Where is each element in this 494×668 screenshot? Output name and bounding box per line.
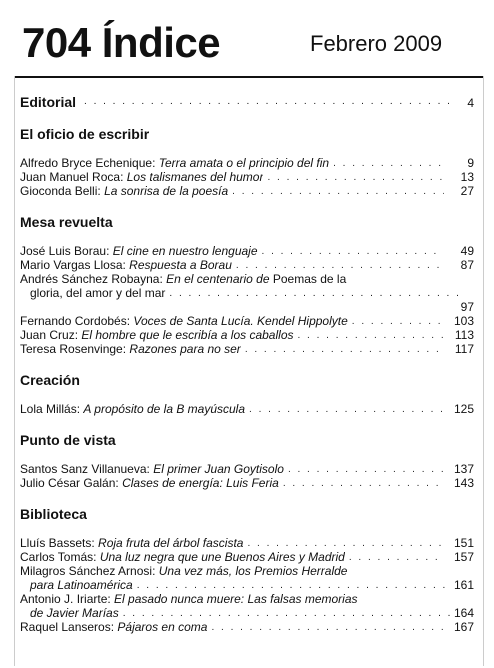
entry-title: Una luz negra que une Buenos Aires y Madrid <box>99 550 345 564</box>
table-of-contents <box>20 86 474 634</box>
dot-leader <box>232 186 444 198</box>
page-number: 161 <box>453 578 474 592</box>
entry-author: Mario Vargas Llosa <box>20 258 123 272</box>
toc-entry[interactable]: Andrés Sánchez Robayna: En el centenario de Poemas de la gloria, del amor y del mar . . . 97 <box>20 272 474 314</box>
entry-title: Razones para no ser <box>129 342 241 356</box>
page-number: 13 <box>460 170 474 184</box>
page-number: 164 <box>453 606 474 620</box>
frame-right-edge <box>483 76 484 666</box>
page-number: 49 <box>460 244 474 258</box>
frame-left-edge <box>14 76 15 666</box>
entry-author: Juan Cruz <box>20 328 75 342</box>
page-number: 9 <box>467 156 474 170</box>
page-number: 117 <box>454 342 474 356</box>
dot-leader <box>245 344 444 356</box>
dot-leader <box>298 330 445 342</box>
page-number: 137 <box>453 462 474 476</box>
page-number: 167 <box>453 620 474 634</box>
dot-leader <box>352 316 444 328</box>
section-creacion <box>20 370 474 416</box>
entry-author: Milagros Sánchez Arnosi <box>20 564 153 578</box>
entry-title: El hombre que le escribía a los caballos <box>81 328 294 342</box>
dot-leader <box>169 288 459 300</box>
section-punto-de-vista <box>20 430 474 490</box>
entry-author: Alfredo Bryce Echenique <box>20 156 153 170</box>
dot-leader <box>236 260 444 272</box>
page-number: 151 <box>453 536 474 550</box>
page-number: 125 <box>453 402 474 416</box>
dot-leader <box>249 404 444 416</box>
section-biblioteca <box>20 504 474 634</box>
page-number: 4 <box>467 96 474 110</box>
dot-leader <box>211 622 444 634</box>
toc-entry[interactable]: Mario Vargas Llosa : Respuesta a Borau . . . 87 <box>20 258 474 272</box>
section-title: Creación <box>20 372 80 388</box>
toc-entry[interactable]: José Luis Borau : El cine en nuestro lenguaje . . . 49 <box>20 244 474 258</box>
toc-entry[interactable]: Lluís Bassets : Roja fruta del árbol fascista . . . 151 <box>20 536 474 550</box>
toc-entry[interactable]: Alfredo Bryce Echenique : Terra amata o el principio del fin . . . 9 <box>20 156 474 170</box>
entry-title: Roja fruta del árbol fascista <box>98 536 244 550</box>
entry-title: El primer Juan Goytisolo <box>153 462 284 476</box>
editorial-label: Editorial <box>20 94 77 110</box>
toc-entry[interactable]: Juan Manuel Roca : Los talismanes del humor . . . 13 <box>20 170 474 184</box>
entry-title: Respuesta a Borau <box>129 258 232 272</box>
entry-author: Gioconda Belli <box>20 184 98 198</box>
dot-leader <box>247 538 444 550</box>
entry-author: Julio César Galán <box>20 476 116 490</box>
page-number: 157 <box>453 550 474 564</box>
section-title: Mesa revuelta <box>20 214 113 230</box>
toc-entry[interactable]: Juan Cruz : El hombre que le escribía a los caballos . . . 113 <box>20 328 474 342</box>
toc-entry[interactable]: Julio César Galán : Clases de energía: Luis Feria . . . 143 <box>20 476 474 490</box>
entry-author: Lola Millás <box>20 402 77 416</box>
entry-author: Lluís Bassets <box>20 536 92 550</box>
issue-title: 704 Índice <box>22 19 221 66</box>
dot-leader <box>262 246 444 258</box>
section-mesa-revuelta <box>20 212 474 356</box>
entry-title: Una vez más, los Premios Herralde <box>158 564 348 578</box>
entry-author: José Luis Borau <box>20 244 107 258</box>
page-number: 27 <box>460 184 474 198</box>
toc-entry[interactable]: Carlos Tomás : Una luz negra que une Buenos Aires y Madrid . . . 157 <box>20 550 474 564</box>
entry-title-continued: para Latinoamérica <box>30 578 133 592</box>
toc-entry[interactable]: Antonio J. Iriarte: El pasado nunca muere: Las falsas memorias de Javier Marías . . . 164 <box>20 592 474 620</box>
page-number: 103 <box>453 314 474 328</box>
page-number: 113 <box>454 328 474 342</box>
page-number: 97 <box>460 300 474 314</box>
header-rule <box>14 76 484 78</box>
dot-leader <box>123 608 450 620</box>
toc-entry[interactable]: Teresa Rosenvinge : Razones para no ser . . . 117 <box>20 342 474 356</box>
entry-title: El cine en nuestro lenguaje <box>112 244 258 258</box>
entry-author: Andrés Sánchez Robayna <box>20 272 160 286</box>
entry-title: La sonrisa de la poesía <box>104 184 229 198</box>
entry-title: A propósito de la B mayúscula <box>83 402 246 416</box>
dot-leader <box>137 580 450 592</box>
toc-entry[interactable]: Gioconda Belli : La sonrisa de la poesía . . . 27 <box>20 184 474 198</box>
toc-entry-editorial[interactable] <box>20 90 474 110</box>
entry-title-roman: gloria, del amor y del mar <box>30 286 166 300</box>
entry-title: Pájaros en coma <box>117 620 208 634</box>
issue-date: Febrero 2009 <box>310 31 443 56</box>
toc-entry[interactable]: Lola Millás : A propósito de la B mayúscula . . . 125 <box>20 402 474 416</box>
toc-entry[interactable]: Fernando Cordobés : Voces de Santa Lucía. Kendel Hippolyte . . . 103 <box>20 314 474 328</box>
dot-leader <box>349 552 444 564</box>
dot-leader <box>283 478 444 490</box>
page-header <box>18 16 480 72</box>
entry-author: Juan Manuel Roca <box>20 170 121 184</box>
entry-author: Raquel Lanseros <box>20 620 111 634</box>
entry-title: En el centenario de <box>166 272 270 286</box>
entry-author: Carlos Tomás <box>20 550 94 564</box>
page-number: 87 <box>460 258 474 272</box>
page-number: 143 <box>453 476 474 490</box>
toc-entry[interactable]: Raquel Lanseros : Pájaros en coma . . . 167 <box>20 620 474 634</box>
toc-entry[interactable]: Santos Sanz Villanueva : El primer Juan Goytisolo . . . 137 <box>20 462 474 476</box>
entry-title: Terra amata o el principio del fin <box>158 156 330 170</box>
dot-leader <box>267 172 444 184</box>
section-title: Biblioteca <box>20 506 87 522</box>
entry-title-roman: Poemas de la <box>272 272 347 286</box>
entry-author: Fernando Cordobés <box>20 314 127 328</box>
entry-author: Santos Sanz Villanueva <box>20 462 147 476</box>
section-el-oficio-de-escribir <box>20 124 474 198</box>
entry-title: Los talismanes del humor <box>126 170 264 184</box>
entry-title: El pasado nunca muere: Las falsas memorias <box>114 592 358 606</box>
dot-leader <box>84 96 454 108</box>
section-title: Punto de vista <box>20 432 116 448</box>
entry-author: Teresa Rosenvinge <box>20 342 123 356</box>
dot-leader <box>288 464 444 476</box>
toc-entry[interactable]: Milagros Sánchez Arnosi: Una vez más, los Premios Herralde para Latinoamérica . . . 161 <box>20 564 474 592</box>
dot-leader <box>333 158 444 170</box>
entry-author: Antonio J. Iriarte <box>20 592 108 606</box>
entry-title: Clases de energía: Luis Feria <box>122 476 279 490</box>
section-title: El oficio de escribir <box>20 126 150 142</box>
entry-title-continued: de Javier Marías <box>30 606 119 620</box>
entry-title: Voces de Santa Lucía. Kendel Hippolyte <box>133 314 348 328</box>
